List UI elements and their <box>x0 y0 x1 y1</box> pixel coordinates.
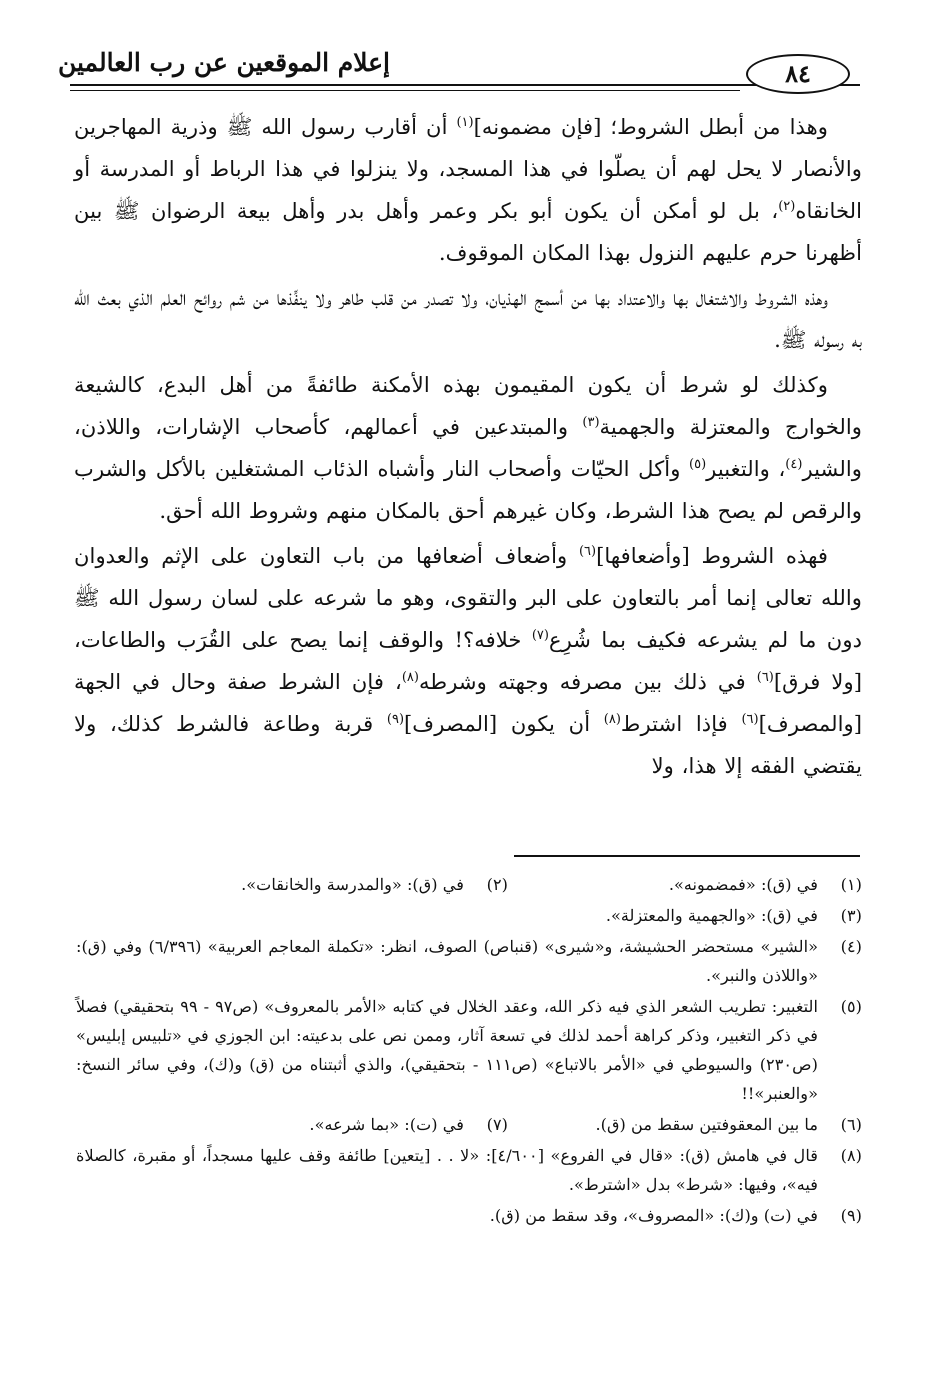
footnote-pair <box>76 1110 862 1139</box>
running-title: إعلام الموقعين عن رب العالمين <box>57 48 390 77</box>
footnote-number: (٢) <box>486 875 508 894</box>
footnote-number: (٥) <box>840 997 862 1016</box>
footnote-text: قال في هامش (ق): «قال في الفروع» [٤/٦٠٠]: «لا . . [يتعين] طائفة وقف عليها مسجداً، أو مقبرة، كالصلاة فيه»، وفيها: «شرط» بدل «اشترط». <box>76 1146 818 1194</box>
text-span: ، والتغبير <box>706 456 786 481</box>
paragraph-3 <box>74 364 862 532</box>
text-span: وكذلك لو شرط أن يكون المقيمون بهذه الأمكنة طائفةً من أهل البدع، كالشيعة والخوارج والمعتزلة والجهمية <box>74 372 862 439</box>
text-span: قربة وطاعة فالشرط كذلك، ولا يقتضي الفقه إلا هذا، ولا <box>74 711 862 778</box>
text-span: وهذه الشروط والاشتغال بها والاعتداد بها من أسمج الهذيان، ولا تصدر من قلب طاهر ولا ينفِّذها من شم روائح العلم الذي بعث الله به رسوله ﷺ. <box>74 285 862 352</box>
footnote-text: في (ق): «والمدرسة والخانقات». <box>241 875 464 894</box>
footnote-2 <box>241 870 508 899</box>
page-header <box>57 40 860 100</box>
footnote-ref[interactable]: (٢) <box>778 198 796 214</box>
paragraph-4 <box>74 535 862 787</box>
text-span: وأضعاف أضعافها من باب التعاون على الإثم والعدوان والله تعالى إنما أمر بالتعاون على البر والتقوى، وهو ما شرعه على لسان رسول الله ﷺ دون ما لم يشرعه فكيف بما شُرِع <box>74 543 863 652</box>
text-span: في ذلك بين مصرفه وجهته وشرطه <box>418 669 757 694</box>
footnote-text: في (ق): «والجهمية والمعتزلة». <box>605 906 818 925</box>
footnote-ref[interactable]: (٨) <box>603 711 621 727</box>
footnote-4 <box>76 932 862 990</box>
footnote-number: (٧) <box>486 1115 508 1134</box>
footnote-number: (٣) <box>840 906 862 925</box>
footnote-row <box>76 870 862 899</box>
text-span: والمبتدعين في أعمالهم، كأصحاب الإشارات، واللاذن، والشير <box>74 414 862 481</box>
footnote-ref[interactable]: (٥) <box>689 456 707 472</box>
text-span: فهذه الشروط [وأضعافها] <box>596 543 828 568</box>
footnote-text: «الشير» مستحضر الحشيشة، و«شيرى» (قنباص) الصوف، انظر: «تكملة المعاجم العربية» (٦/٣٩٦) وفي (ق): «واللاذن والنبر». <box>76 937 818 985</box>
footnote-6 <box>508 1110 862 1139</box>
footnote-ref[interactable]: (١) <box>456 114 474 130</box>
text-span: أن يكون [المصرف] <box>404 711 604 736</box>
footnote-5 <box>76 992 862 1108</box>
footnote-ref[interactable]: (٧) <box>531 627 549 643</box>
footnote-text: ما بين المعقوفتين سقط من (ق). <box>595 1115 818 1134</box>
text-span: ، بل لو أمكن أن يكون أبو بكر وعمر وأهل بدر وأهل بيعة الرضوان ﷺ بين أظهرنا حرم عليهم النزول بهذا المكان الموقوف. <box>74 198 862 265</box>
footnote-3 <box>76 901 862 930</box>
text-span: وأكل الحيّات وأصحاب النار وأشباه الذئاب المشتغلين بالأكل والشرب والرقص لم يصح هذا الشرط، وكان غيرهم أحق بالمكان منهم وشروط الله أحق. <box>74 456 862 523</box>
text-span: وهذا من أبطل الشروط؛ [فإن مضمونه] <box>473 114 828 139</box>
text-span: فإذا اشترط <box>620 711 742 736</box>
footnote-9 <box>76 1201 862 1230</box>
page-number-oval <box>746 54 850 94</box>
footnote-ref[interactable]: (٤) <box>785 456 803 472</box>
footnote-8 <box>76 1141 862 1199</box>
header-rule <box>70 84 860 86</box>
footnote-1 <box>508 870 862 899</box>
footnote-ref[interactable]: (٩) <box>386 711 405 727</box>
footnotes <box>76 870 862 1230</box>
footnote-text: في (ت): «بما شرعه». <box>309 1115 464 1134</box>
footnote-pair <box>76 870 862 899</box>
text-span: أن أقارب رسول الله ﷺ وذرية المهاجرين والأنصار لا يحل لهم أن يصلّوا في هذا المسجد، ولا ينزلوا في هذا الرباط أو المدرسة أو الخانقاه <box>74 114 862 223</box>
footnote-number: (٩) <box>840 1206 862 1225</box>
footnote-number: (١) <box>840 875 862 894</box>
footnote-text: في (ق): «فمضمونه». <box>668 875 818 894</box>
footnote-ref[interactable]: (٦) <box>756 669 774 685</box>
page-number: ٨٤ <box>785 59 811 88</box>
main-text <box>74 106 862 787</box>
footnote-number: (٨) <box>840 1146 862 1165</box>
paragraph-1 <box>74 106 862 274</box>
header-rule-thin <box>70 90 740 91</box>
footnote-text: في (ت) و(ك): «المصروف»، وقد سقط من (ق). <box>489 1206 818 1225</box>
footnote-ref[interactable]: (٦) <box>578 543 597 559</box>
text-span: خلافه؟! والوقف إنما يصح على القُرَب والطاعات، [ولا فرق] <box>74 627 863 694</box>
footnote-number: (٦) <box>840 1115 862 1134</box>
footnote-number: (٤) <box>840 937 862 956</box>
footnote-ref[interactable]: (٦) <box>741 711 759 727</box>
text-span: ، فإن الشرط صفة وحال في الجهة [والمصرف] <box>74 669 862 736</box>
footnote-text: التغبير: تطريب الشعر الذي فيه ذكر الله، وعقد الخلال في كتابه «الأمر بالمعروف» (ص٩٧ - ٩٩ بتحقيقي) فصلاً في ذكر التغبير، وذكر كراهة أحمد لذلك في تسعة آثار، وممن نص على بدعيته: ابن الجوزي في «تلبيس إبليس» (ص٢٣٠) والسيوطي في «الأمر بالاتباع» (ص١١١ - بتحقيقي)، والذي أثبتناه من (ق) و(ك)، وفي سائر النسخ: «والعنبر»!! <box>76 997 818 1103</box>
footnote-separator <box>514 855 860 857</box>
footnote-ref[interactable]: (٨) <box>401 669 419 685</box>
paragraph-2 <box>74 277 862 361</box>
footnote-7 <box>309 1110 508 1139</box>
footnote-ref[interactable]: (٣) <box>582 414 600 430</box>
footnote-row <box>76 1110 862 1139</box>
